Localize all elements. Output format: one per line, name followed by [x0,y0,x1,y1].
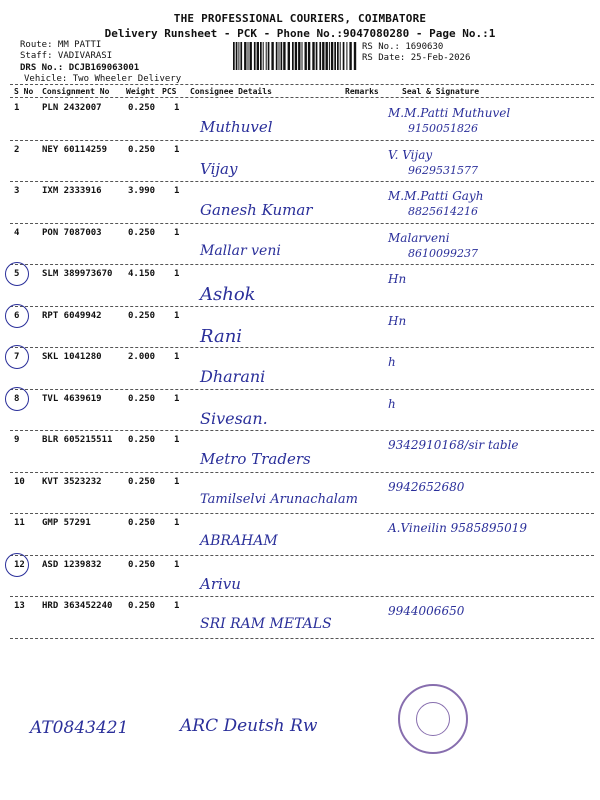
row-divider [10,223,594,224]
route-label: Route: MM PATTI [20,40,102,50]
row-consignee-handwritten: Vijay [200,159,238,178]
row-consignment-no: GMP 57291 [42,518,91,528]
row-pcs: 1 [174,601,180,611]
row-circle-mark [5,553,29,577]
row-divider [10,638,594,639]
row-consignment-no: PLN 2432007 [42,103,102,113]
row-pcs: 1 [174,227,180,238]
row-weight: 0.250 [128,559,156,570]
row-divider [10,513,594,514]
row-consignee-handwritten: Ashok [200,284,256,305]
row-sno: 3 [14,186,20,196]
row-divider [10,347,594,348]
col-pcs: PCS [162,87,177,96]
row-weight: 0.250 [128,518,156,528]
row-signature-handwritten: V. Vijay [388,147,433,162]
row-weight: 0.250 [128,144,156,155]
staff-label: Staff: VADIVARASI [20,51,113,61]
row-consignment-no: ASD 1239832 [42,559,102,570]
row-sno: 13 [14,601,25,611]
row-weight: 0.250 [128,601,156,611]
footer-note-right: ARC Deutsh Rw [180,716,318,736]
row-weight: 0.250 [128,227,156,238]
row-weight: 0.250 [128,103,156,113]
row-sno: 11 [14,518,25,528]
rs-date: RS Date: 25-Feb-2026 [362,53,471,63]
row-divider [10,430,594,431]
row-divider [10,555,594,556]
row-sno: 4 [14,227,20,238]
row-consignee-handwritten: SRI RAM METALS [200,616,332,632]
row-consignment-no: TVL 4639619 [42,393,102,404]
row-pcs: 1 [174,103,180,113]
row-consignment-no: IXM 2333916 [42,186,102,196]
footer-note-left: AT0843421 [30,718,129,738]
row-pcs: 1 [174,518,180,528]
row-signature-handwritten: M.M.Patti Muthuvel [388,106,511,120]
row-consignee-handwritten: ABRAHAM [200,533,278,549]
row-pcs: 1 [174,352,180,362]
row-consignment-no: BLR 605215511 [42,435,113,445]
row-divider [10,596,594,597]
row-circle-mark [5,387,29,411]
row-pcs: 1 [174,435,180,445]
row-consignment-no: SKL 1041280 [42,352,102,362]
row-signature-handwritten: 9342910168/sir table [388,438,519,452]
row-divider [10,472,594,473]
col-sno: S No [14,87,34,96]
row-sno: 9 [14,435,20,445]
row-signature-handwritten: 9942652680 [388,479,465,494]
row-signature-handwritten: h [388,355,396,369]
company-title: THE PROFESSIONAL COURIERS, COIMBATORE [173,12,427,25]
row-consignee-handwritten: Dharani [200,367,266,386]
company-stamp-seal [398,684,468,754]
row-divider [10,181,594,182]
row-consignee-handwritten: Tamilselvi Arunachalam [200,491,358,507]
barcode-image [232,42,358,70]
row-divider [10,306,594,307]
row-sno: 10 [14,476,25,487]
row-signature-handwritten: Hn [388,313,407,328]
row-weight: 4.150 [128,269,156,279]
row-consignee-handwritten: Metro Traders [200,450,311,468]
row-weight: 0.250 [128,435,156,445]
row-consignee-handwritten: Arivu [200,574,241,593]
row-signature-handwritten: M.M.Patti Gayh [388,189,484,203]
row-consignment-no: RPT 6049942 [42,310,102,321]
row-sno: 12 [14,559,25,570]
row-weight: 2.000 [128,352,156,362]
row-consignee-handwritten: Muthuvel [200,118,273,136]
row-sno: 8 [14,393,20,404]
col-weight: Weight [126,87,155,96]
row-circle-mark [5,304,29,328]
row-sno: 6 [14,310,20,321]
row-signature-handwritten: Hn [388,272,407,286]
row-signature-handwritten: h [388,396,396,411]
row-pcs: 1 [174,269,180,279]
vehicle-label: Vehicle: Two Wheeler Delivery [24,74,182,84]
drs-label: DRS No.: DCJB169063001 [20,63,140,73]
row-weight: 0.250 [128,310,156,321]
row-consignee-handwritten: Mallar veni [200,242,281,259]
row-pcs: 1 [174,144,180,155]
row-consignment-no: NEY 60114259 [42,144,108,155]
col-consignee: Consignee Details [190,87,272,96]
row-pcs: 1 [174,393,180,404]
row-sno: 5 [14,269,20,279]
row-divider [10,140,594,141]
row-consignment-no: KVT 3523232 [42,476,102,487]
row-consignee-handwritten: Ganesh Kumar [200,201,313,219]
row-weight: 0.250 [128,393,156,404]
row-weight: 0.250 [128,476,156,487]
rs-number: RS No.: 1690630 [362,42,444,52]
row-signature-phone: 9150051826 [408,122,478,135]
row-weight: 3.990 [128,186,156,196]
row-signature-handwritten: A.Vineilin 9585895019 [388,521,528,535]
row-signature-handwritten: 9944006650 [388,604,465,618]
row-signature-phone: 8825614216 [408,205,478,218]
row-consignee-handwritten: Sivesan. [200,408,268,428]
col-remarks: Remarks [345,87,379,96]
row-signature-phone: 9629531577 [408,163,478,177]
row-pcs: 1 [174,476,180,487]
row-circle-mark [5,262,29,286]
header-bottom-rule [10,97,594,98]
row-sno: 2 [14,144,20,155]
row-signature-handwritten: Malarveni [388,230,450,245]
row-consignee-handwritten: Rani [200,325,243,347]
row-divider [10,389,594,390]
row-consignment-no: SLM 389973670 [42,269,113,279]
row-consignment-no: PON 7087003 [42,227,102,238]
row-pcs: 1 [174,310,180,321]
row-circle-mark [5,345,29,369]
runsheet-subtitle: Delivery Runsheet - PCK - Phone No.:9047080280 - Page No.:1 [104,27,496,40]
col-seal-signature: Seal & Signature [402,87,480,96]
row-consignment-no: HRD 363452240 [42,601,113,611]
row-sno: 7 [14,352,20,362]
col-consignment: Consignment No [42,87,110,96]
row-pcs: 1 [174,559,180,570]
row-signature-phone: 8610099237 [408,246,478,260]
header-top-rule [10,84,594,85]
row-sno: 1 [14,103,20,113]
row-pcs: 1 [174,186,180,196]
row-divider [10,264,594,265]
